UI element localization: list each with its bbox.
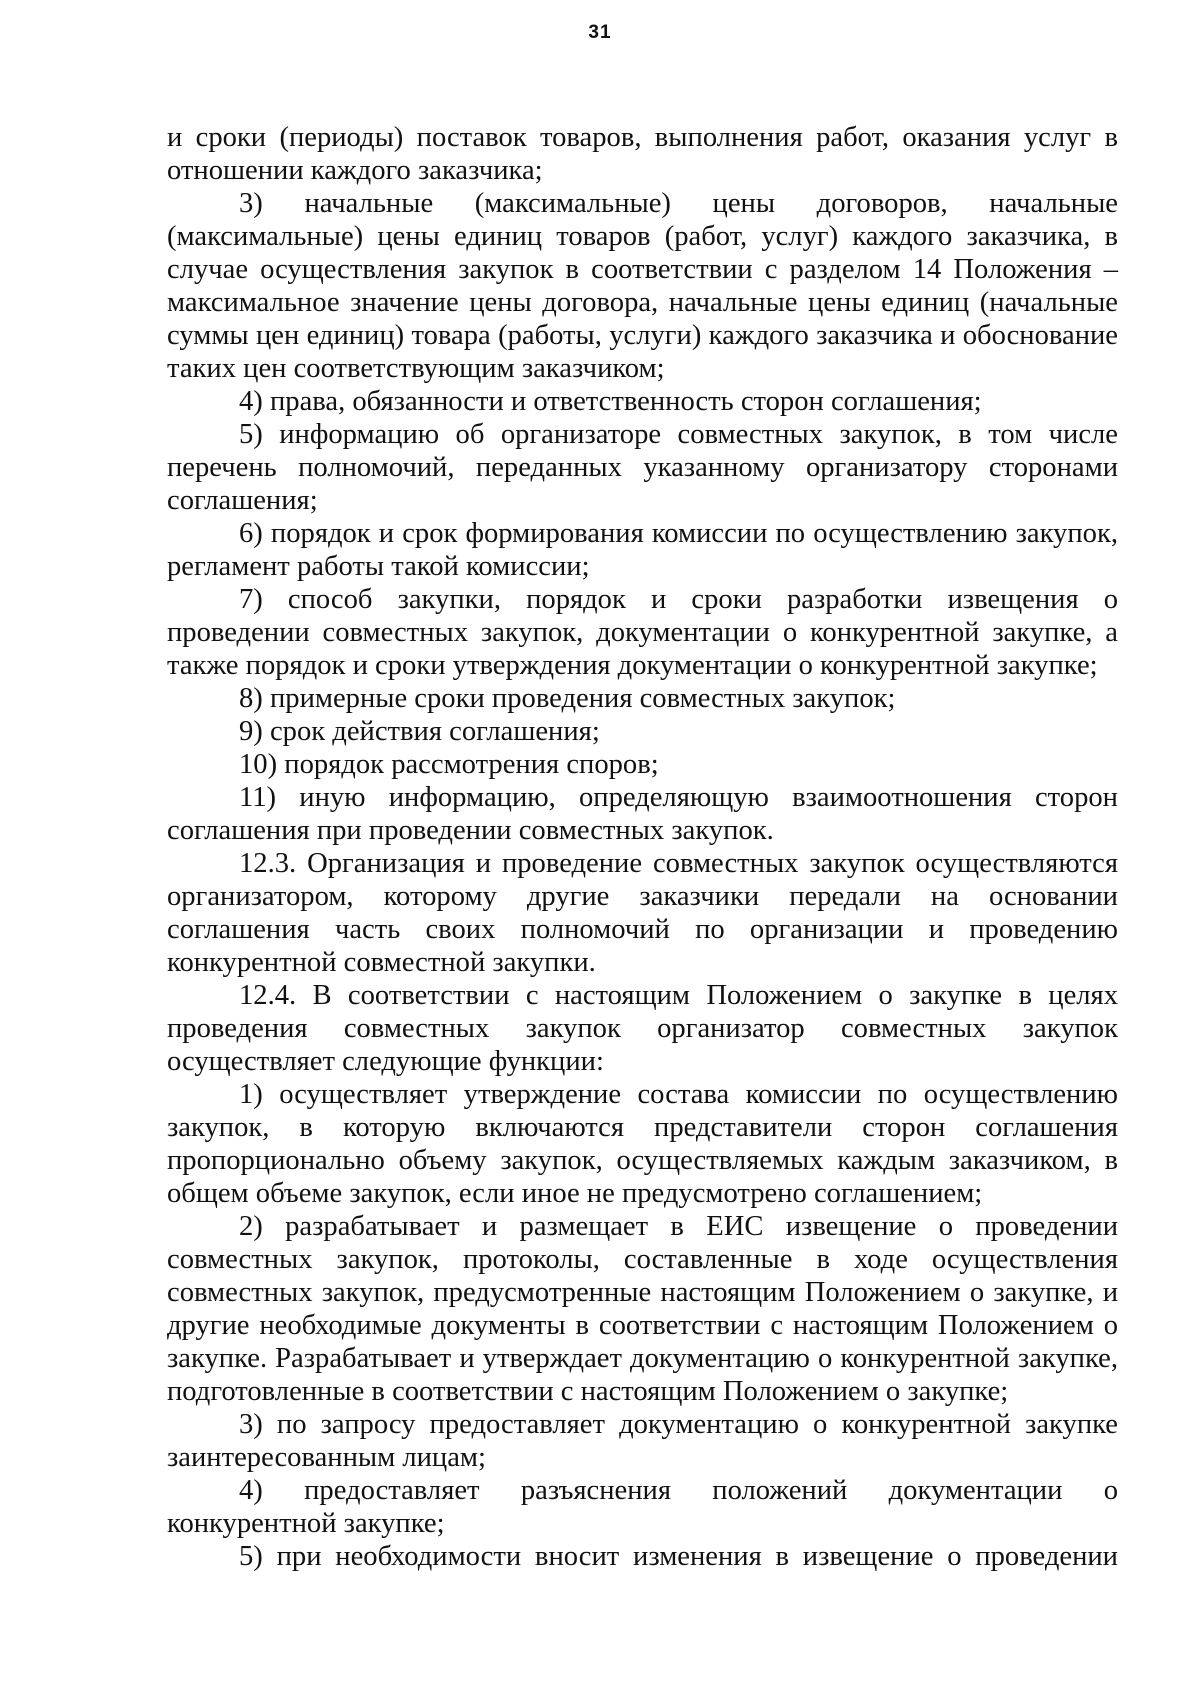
paragraph: 4) предоставляет разъяснения положений документации о конкурентной закупке; [167, 1475, 1118, 1539]
paragraph: 12.3. Организация и проведение совместных закупок осуществляются организатором, которому другие заказчики передали на основании соглашения часть своих полномочий по организации и проведению конкурентной совместной закупки. [167, 848, 1118, 978]
paragraph: 5) информацию об организаторе совместных закупок, в том числе перечень полномочий, переданных указанному организатору сторонами соглашения; [167, 419, 1118, 516]
paragraph: 3) по запросу предоставляет документацию о конкурентной закупке заинтересованным лицам; [167, 1409, 1118, 1473]
paragraph: 1) осуществляет утверждение состава комиссии по осуществлению закупок, в которую включаются представители сторон соглашения пропорционально объему закупок, осуществляемых каждым заказчиком, в общем объеме закупок, если иное не предусмотрено соглашением; [167, 1079, 1118, 1209]
paragraph: 6) порядок и срок формирования комиссии по осуществлению закупок, регламент работы такой комиссии; [167, 518, 1118, 582]
paragraph: 4) права, обязанности и ответственность сторон соглашения; [239, 386, 982, 417]
paragraph: 9) срок действия соглашения; [239, 716, 600, 747]
page-number: 31 [588, 22, 612, 43]
paragraph: 12.4. В соответствии с настоящим Положением о закупке в целях проведения совместных закупок организатор совместных закупок осуществляет следующие функции: [167, 980, 1118, 1077]
document-body [167, 121, 1118, 1573]
paragraph: 11) иную информацию, определяющую взаимоотношения сторон соглашения при проведении совместных закупок. [167, 782, 1118, 846]
paragraph: и сроки (периоды) поставок товаров, выполнения работ, оказания услуг в отношении каждого заказчика; [167, 122, 1118, 186]
paragraph: 2) разрабатывает и размещает в ЕИС извещение о проведении совместных закупок, протоколы, составленные в ходе осуществления совместных закупок, предусмотренные настоящим Положением о закупке, и другие необходимые документы в соответствии с настоящим Положением о закупке. Разрабатывает и утверждает документацию о конкурентной закупке, подготовленные в соответствии с настоящим Положением о закупке; [167, 1211, 1118, 1407]
paragraph: 7) способ закупки, порядок и сроки разработки извещения о проведении совместных закупок, документации о конкурентной закупке, а также порядок и сроки утверждения документации о конкурентной закупке; [167, 584, 1118, 681]
paragraph: 3) начальные (максимальные) цены договоров, начальные (максимальные) цены единиц товаров (работ, услуг) каждого заказчика, в случае осуществления закупок в соответствии с разделом 14 Положения – максимальное значение цены договора, начальные цены единиц (начальные суммы цен единиц) товара (работы, услуги) каждого заказчика и обоснование таких цен соответствующим заказчиком; [167, 188, 1118, 384]
paragraph: 5) при необходимости вносит изменения в извещение о проведении [239, 1541, 1118, 1572]
paragraph: 10) порядок рассмотрения споров; [239, 749, 659, 780]
paragraph: 8) примерные сроки проведения совместных закупок; [239, 683, 896, 714]
